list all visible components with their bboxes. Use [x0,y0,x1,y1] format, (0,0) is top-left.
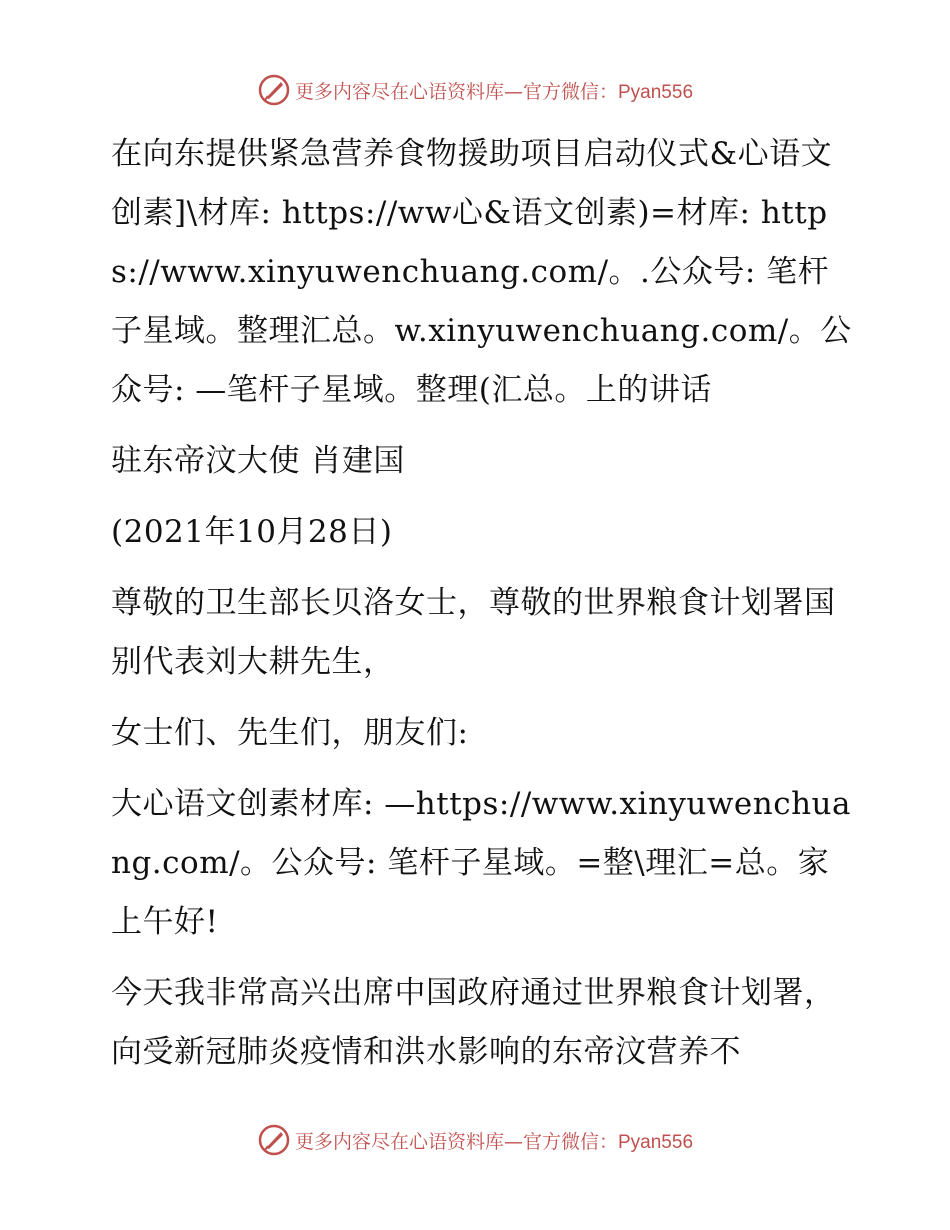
watermark-banner-bottom [0,1120,950,1160]
body-paragraph: 今天我非常高兴出席中国政府通过世界粮食计划署，向受新冠肺炎疫情和洪水影响的东帝汶营养不 [111,975,836,1070]
speaker-line: 驻东帝汶大使 肖建国 [111,443,405,479]
quill-logo-icon [257,1123,291,1157]
greeting-paragraph: 大心语文创素材库: —https://www.xinyuwenchuang.com/。公众号: 笔杆子星域。=整\理汇=总。家上午好! [111,786,852,940]
salutation: 尊敬的卫生部长贝洛女士，尊敬的世界粮食计划署国别代表刘大耕先生， [111,585,836,680]
speech-title: 在向东提供紧急营养食物援助项目启动仪式&心语文创素]\材库: https://ww心&语文创素)=材库: https://www.xinyuwenchuang.com/。.公众号: 笔杆子星域。整理汇总。w.xinyuwenchuang.com/。公众号: —笔杆子星域。整理(汇总。上的讲话 [111,136,852,408]
watermark-text: 更多内容尽在心语资料库—官方微信：Pyan556 [294,80,694,103]
quill-logo-icon [257,73,291,107]
document-body [97,125,857,1094]
watermark-text: 更多内容尽在心语资料库—官方微信：Pyan556 [294,1130,694,1153]
speech-date: (2021年10月28日) [111,514,393,550]
greeting-audience: 女士们、先生们，朋友们: [111,715,469,751]
watermark-banner-top [0,70,950,110]
